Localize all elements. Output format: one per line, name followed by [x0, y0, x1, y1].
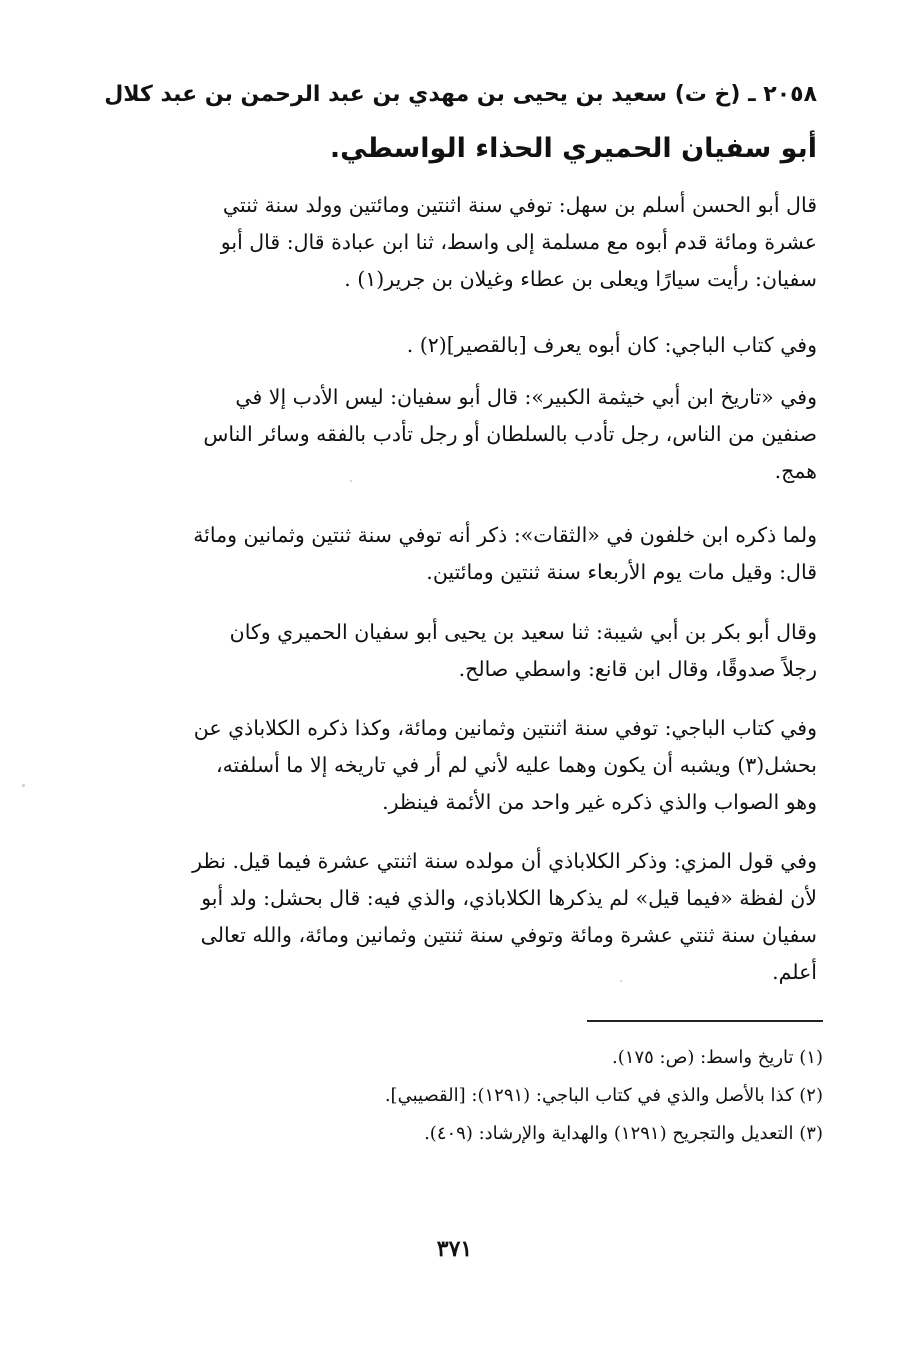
- paragraph-line: قال أبو الحسن أسلم بن سهل: توفي سنة اثنتين ومائتين وولد سنة ثنتي: [222, 193, 817, 217]
- paragraph: [91, 327, 817, 364]
- paragraph-line: رجلاً صدوقًا، وقال ابن قانع: واسطي صالح.: [458, 657, 817, 681]
- paragraph-line: بحشل(٣) ويشبه أن يكون وهما عليه لأني لم أر في تاريخه إلا ما أسلفته،: [215, 753, 817, 777]
- scan-speck: [350, 480, 352, 482]
- paragraph-line: همج.: [774, 459, 817, 483]
- paragraph: [91, 187, 817, 298]
- paragraph: [91, 614, 817, 688]
- entry-heading: [91, 68, 817, 176]
- paragraph-line: وفي كتاب الباجي: توفي سنة اثنتين وثمانين ومائة، وكذا ذكره الكلاباذي عن: [193, 716, 817, 740]
- footnote: (٣) التعديل والتجريح (١٢٩١) والهداية والإرشاد: (٤٠٩).: [424, 1123, 823, 1144]
- footnote-divider: [587, 1020, 823, 1022]
- paragraph-line: صنفين من الناس، رجل تأدب بالسلطان أو رجل تأدب بالفقه وسائر الناس: [203, 422, 817, 446]
- paragraph: [91, 843, 817, 991]
- paragraph: [91, 710, 817, 821]
- paragraph-line: سفيان: رأيت سيارًا ويعلى بن عطاء وغيلان بن جرير(١) .: [344, 267, 817, 291]
- paragraph-line: وفي «تاريخ ابن أبي خيثمة الكبير»: قال أبو سفيان: ليس الأدب إلا في: [235, 385, 817, 409]
- paragraph-line: وفي قول المزي: وذكر الكلاباذي أن مولده سنة اثنتي عشرة فيما قيل. نظر: [192, 849, 817, 873]
- footnotes: [123, 1039, 823, 1153]
- paragraph: [91, 517, 817, 591]
- scan-speck: [620, 980, 622, 982]
- paragraph: [91, 379, 817, 490]
- paragraph-line: أعلم.: [772, 960, 817, 984]
- paragraph-line: قال: وقيل مات يوم الأربعاء سنة ثنتين ومائتين.: [426, 560, 817, 584]
- page-number: ٣٧١: [436, 1236, 473, 1262]
- entry-heading-line: ٢٠٥٨ ـ (خ ت) سعيد بن يحيى بن مهدي بن عبد الرحمن بن عبد كلال: [104, 82, 817, 107]
- paragraph-line: ولما ذكره ابن خلفون في «الثقات»: ذكر أنه توفي سنة ثنتين وثمانين ومائة: [193, 523, 817, 547]
- paragraph-line: سفيان سنة ثنتي عشرة ومائة وتوفي سنة ثنتين وثمانين ومائة، والله تعالى: [200, 923, 817, 947]
- footnote: (٢) كذا بالأصل والذي في كتاب الباجي: (١٢٩١): [القصيبي].: [384, 1085, 823, 1106]
- entry-heading-line: أبو سفيان الحميري الحذاء الواسطي.: [329, 133, 817, 164]
- paragraph-line: وهو الصواب والذي ذكره غير واحد من الأئمة فينظر.: [382, 790, 817, 814]
- paragraph-line: لأن لفظة «فيما قيل» لم يذكرها الكلاباذي، والذي فيه: قال بحشل: ولد أبو: [201, 886, 817, 910]
- paragraph-line: وفي كتاب الباجي: كان أبوه يعرف [بالقصير](٢) .: [406, 333, 817, 357]
- scan-speck: [22, 784, 25, 787]
- paragraph-line: وقال أبو بكر بن أبي شيبة: ثنا سعيد بن يحيى أبو سفيان الحميري وكان: [229, 620, 817, 644]
- footnote: (١) تاريخ واسط: (ص: ١٧٥).: [612, 1047, 823, 1068]
- paragraph-line: عشرة ومائة قدم أبوه مع مسلمة إلى واسط، ثنا ابن عبادة قال: قال أبو: [220, 230, 817, 254]
